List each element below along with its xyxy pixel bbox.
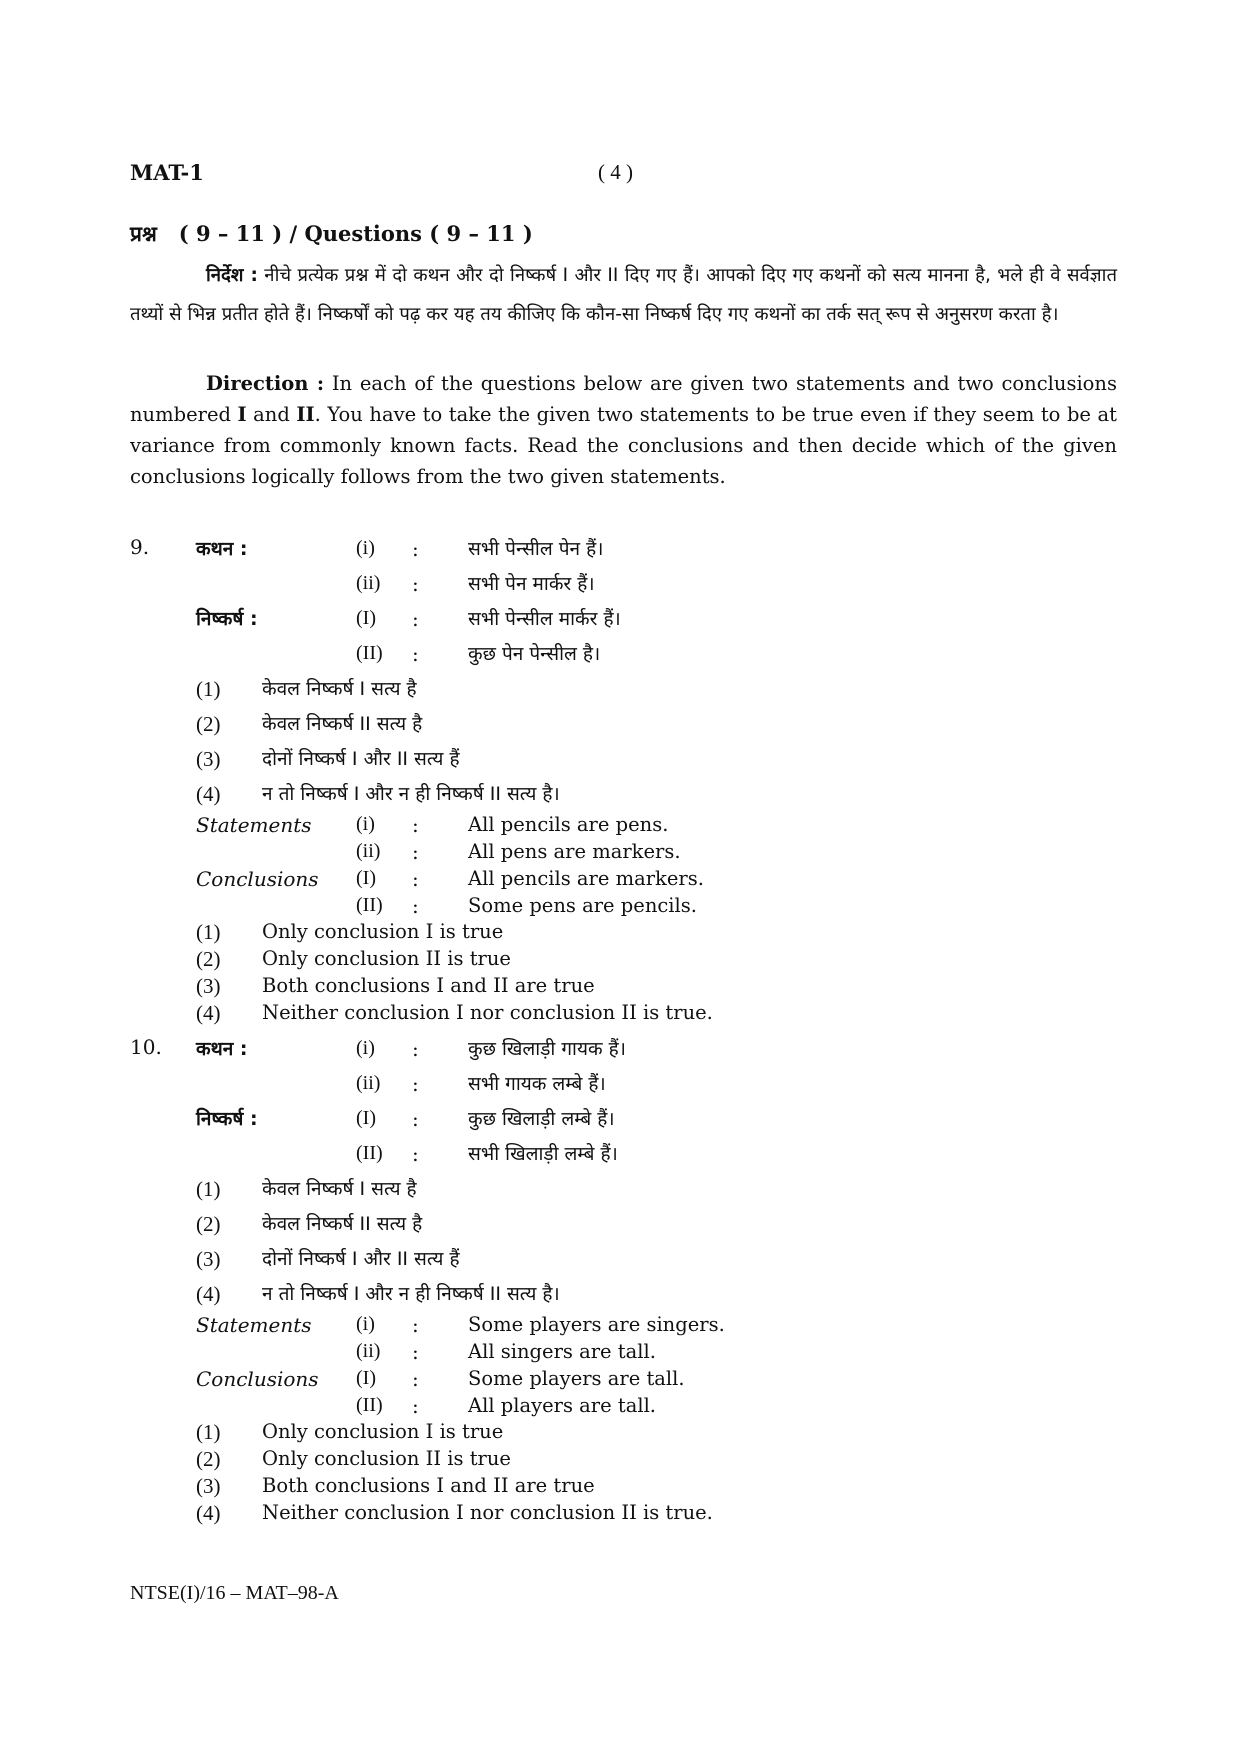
conclusions-label: Conclusions <box>196 867 319 891</box>
roman-I: (I) <box>356 1367 376 1389</box>
option-english: Only conclusion II is true <box>262 947 511 970</box>
direction-english-bold-ii: II <box>296 403 315 426</box>
kathan-label: कथन : <box>196 538 248 560</box>
colon: : <box>412 1313 419 1337</box>
direction-english <box>130 368 1117 492</box>
roman-I: (I) <box>356 867 376 889</box>
conclusion-II: All players are tall. <box>468 1394 657 1417</box>
statement-i: All pencils are pens. <box>468 813 669 836</box>
kathan-ii: सभी गायक लम्बे हैं। <box>468 1073 606 1095</box>
roman-II: (II) <box>356 894 383 916</box>
kathan-i: सभी पेन्सील पेन हैं। <box>468 538 604 560</box>
statements-label: Statements <box>196 1313 312 1337</box>
roman-ii: (ii) <box>356 1340 381 1362</box>
roman-ii: (ii) <box>356 840 381 862</box>
option-number: (3) <box>196 1247 221 1271</box>
colon: : <box>412 1072 419 1096</box>
option-number: (4) <box>196 1501 221 1525</box>
colon: : <box>412 894 419 918</box>
option-hindi: केवल निष्कर्ष I सत्य है <box>262 1178 417 1200</box>
questions-heading-range: ( 9 – 11 ) / Questions ( 9 – 11 ) <box>178 221 533 246</box>
colon: : <box>412 1142 419 1166</box>
option-number: (3) <box>196 974 221 998</box>
conclusion-I: Some players are tall. <box>468 1367 685 1390</box>
colon: : <box>412 1340 419 1364</box>
direction-english-text-a: In each of the questions below are given two statements and two conclusions numbered <box>130 372 1117 426</box>
option-number: (2) <box>196 947 221 971</box>
conclusion-I: All pencils are markers. <box>468 867 704 890</box>
kathan-i: कुछ खिलाड़ी गायक हैं। <box>468 1038 626 1060</box>
nishkarsh-I: सभी पेन्सील मार्कर हैं। <box>468 608 621 630</box>
question-number: 9. <box>130 535 150 559</box>
colon: : <box>412 537 419 561</box>
direction-english-label: Direction : <box>206 372 325 395</box>
option-number: (1) <box>196 1177 221 1201</box>
colon: : <box>412 607 419 631</box>
option-english: Both conclusions I and II are true <box>262 1474 595 1497</box>
roman-ii: (ii) <box>356 1072 381 1094</box>
option-english: Neither conclusion I nor conclusion II is true. <box>262 1001 713 1024</box>
colon: : <box>412 642 419 666</box>
roman-i: (i) <box>356 537 375 559</box>
conclusion-II: Some pens are pencils. <box>468 894 697 917</box>
roman-i: (i) <box>356 813 375 835</box>
statement-i: Some players are singers. <box>468 1313 725 1336</box>
option-hindi: केवल निष्कर्ष II सत्य है <box>262 713 423 735</box>
colon: : <box>412 840 419 864</box>
questions-heading-hindi: प्रश्न <box>130 222 157 246</box>
statement-ii: All singers are tall. <box>468 1340 656 1363</box>
paper-code: MAT-1 <box>130 160 204 185</box>
option-hindi: दोनों निष्कर्ष I और II सत्य हैं <box>262 748 460 770</box>
option-english: Only conclusion II is true <box>262 1447 511 1470</box>
colon: : <box>412 1037 419 1061</box>
nishkarsh-II: सभी खिलाड़ी लम्बे हैं। <box>468 1143 618 1165</box>
option-english: Neither conclusion I nor conclusion II is true. <box>262 1501 713 1524</box>
colon: : <box>412 867 419 891</box>
kathan-ii: सभी पेन मार्कर हैं। <box>468 573 595 595</box>
option-number: (3) <box>196 1474 221 1498</box>
roman-II: (II) <box>356 1394 383 1416</box>
question-number: 10. <box>130 1035 162 1059</box>
nishkarsh-label: निष्कर्ष : <box>196 1108 258 1130</box>
roman-II: (II) <box>356 642 383 664</box>
option-number: (1) <box>196 677 221 701</box>
roman-i: (i) <box>356 1037 375 1059</box>
option-english: Both conclusions I and II are true <box>262 974 595 997</box>
roman-I: (I) <box>356 1107 376 1129</box>
option-number: (2) <box>196 1447 221 1471</box>
kathan-label: कथन : <box>196 1038 248 1060</box>
statement-ii: All pens are markers. <box>468 840 681 863</box>
roman-ii: (ii) <box>356 572 381 594</box>
questions-heading <box>130 220 533 248</box>
direction-hindi-label: निर्देश : <box>206 265 258 286</box>
colon: : <box>412 572 419 596</box>
option-number: (3) <box>196 747 221 771</box>
roman-II: (II) <box>356 1142 383 1164</box>
option-hindi: दोनों निष्कर्ष I और II सत्य हैं <box>262 1248 460 1270</box>
nishkarsh-I: कुछ खिलाड़ी लम्बे हैं। <box>468 1108 615 1130</box>
roman-I: (I) <box>356 607 376 629</box>
roman-i: (i) <box>356 1313 375 1335</box>
option-english: Only conclusion I is true <box>262 920 504 943</box>
option-number: (1) <box>196 920 221 944</box>
page-footer: NTSE(I)/16 – MAT–98-A <box>130 1582 339 1604</box>
colon: : <box>412 1107 419 1131</box>
option-hindi: न तो निष्कर्ष I और न ही निष्कर्ष II सत्य है। <box>262 783 560 805</box>
option-hindi: केवल निष्कर्ष I सत्य है <box>262 678 417 700</box>
statements-label: Statements <box>196 813 312 837</box>
option-hindi: न तो निष्कर्ष I और न ही निष्कर्ष II सत्य है। <box>262 1283 560 1305</box>
option-english: Only conclusion I is true <box>262 1420 504 1443</box>
option-number: (4) <box>196 1282 221 1306</box>
nishkarsh-label: निष्कर्ष : <box>196 608 258 630</box>
option-number: (2) <box>196 712 221 736</box>
colon: : <box>412 1394 419 1418</box>
option-number: (2) <box>196 1212 221 1236</box>
option-number: (4) <box>196 782 221 806</box>
conclusions-label: Conclusions <box>196 1367 319 1391</box>
colon: : <box>412 1367 419 1391</box>
colon: : <box>412 813 419 837</box>
direction-english-text-b: . You have to take the given two statements to be true even if they seem to be at variance from commonly known facts. Read the conclusions and then decide which of the given conclusions logically follows from the two given statements. <box>130 403 1117 488</box>
direction-hindi <box>130 256 1117 334</box>
direction-english-bold-i: I <box>237 403 247 426</box>
option-number: (4) <box>196 1001 221 1025</box>
option-number: (1) <box>196 1420 221 1444</box>
nishkarsh-II: कुछ पेन पेन्सील है। <box>468 643 601 665</box>
page-number: ( 4 ) <box>598 160 633 184</box>
direction-hindi-text: नीचे प्रत्येक प्रश्न में दो कथन और दो निष्कर्ष I और II दिए गए हैं। आपको दिए गए कथनों को सत्य मानना है, भले ही वे सर्वज्ञात तथ्यों से भिन्न प्रतीत होते हैं। निष्कर्षों को पढ़ कर यह तय कीजिए कि कौन-सा निष्कर्ष दिए गए कथनों का तर्क सत् रूप से अनुसरण करता है। <box>130 265 1117 325</box>
option-hindi: केवल निष्कर्ष II सत्य है <box>262 1213 423 1235</box>
direction-english-and: and <box>246 403 297 426</box>
